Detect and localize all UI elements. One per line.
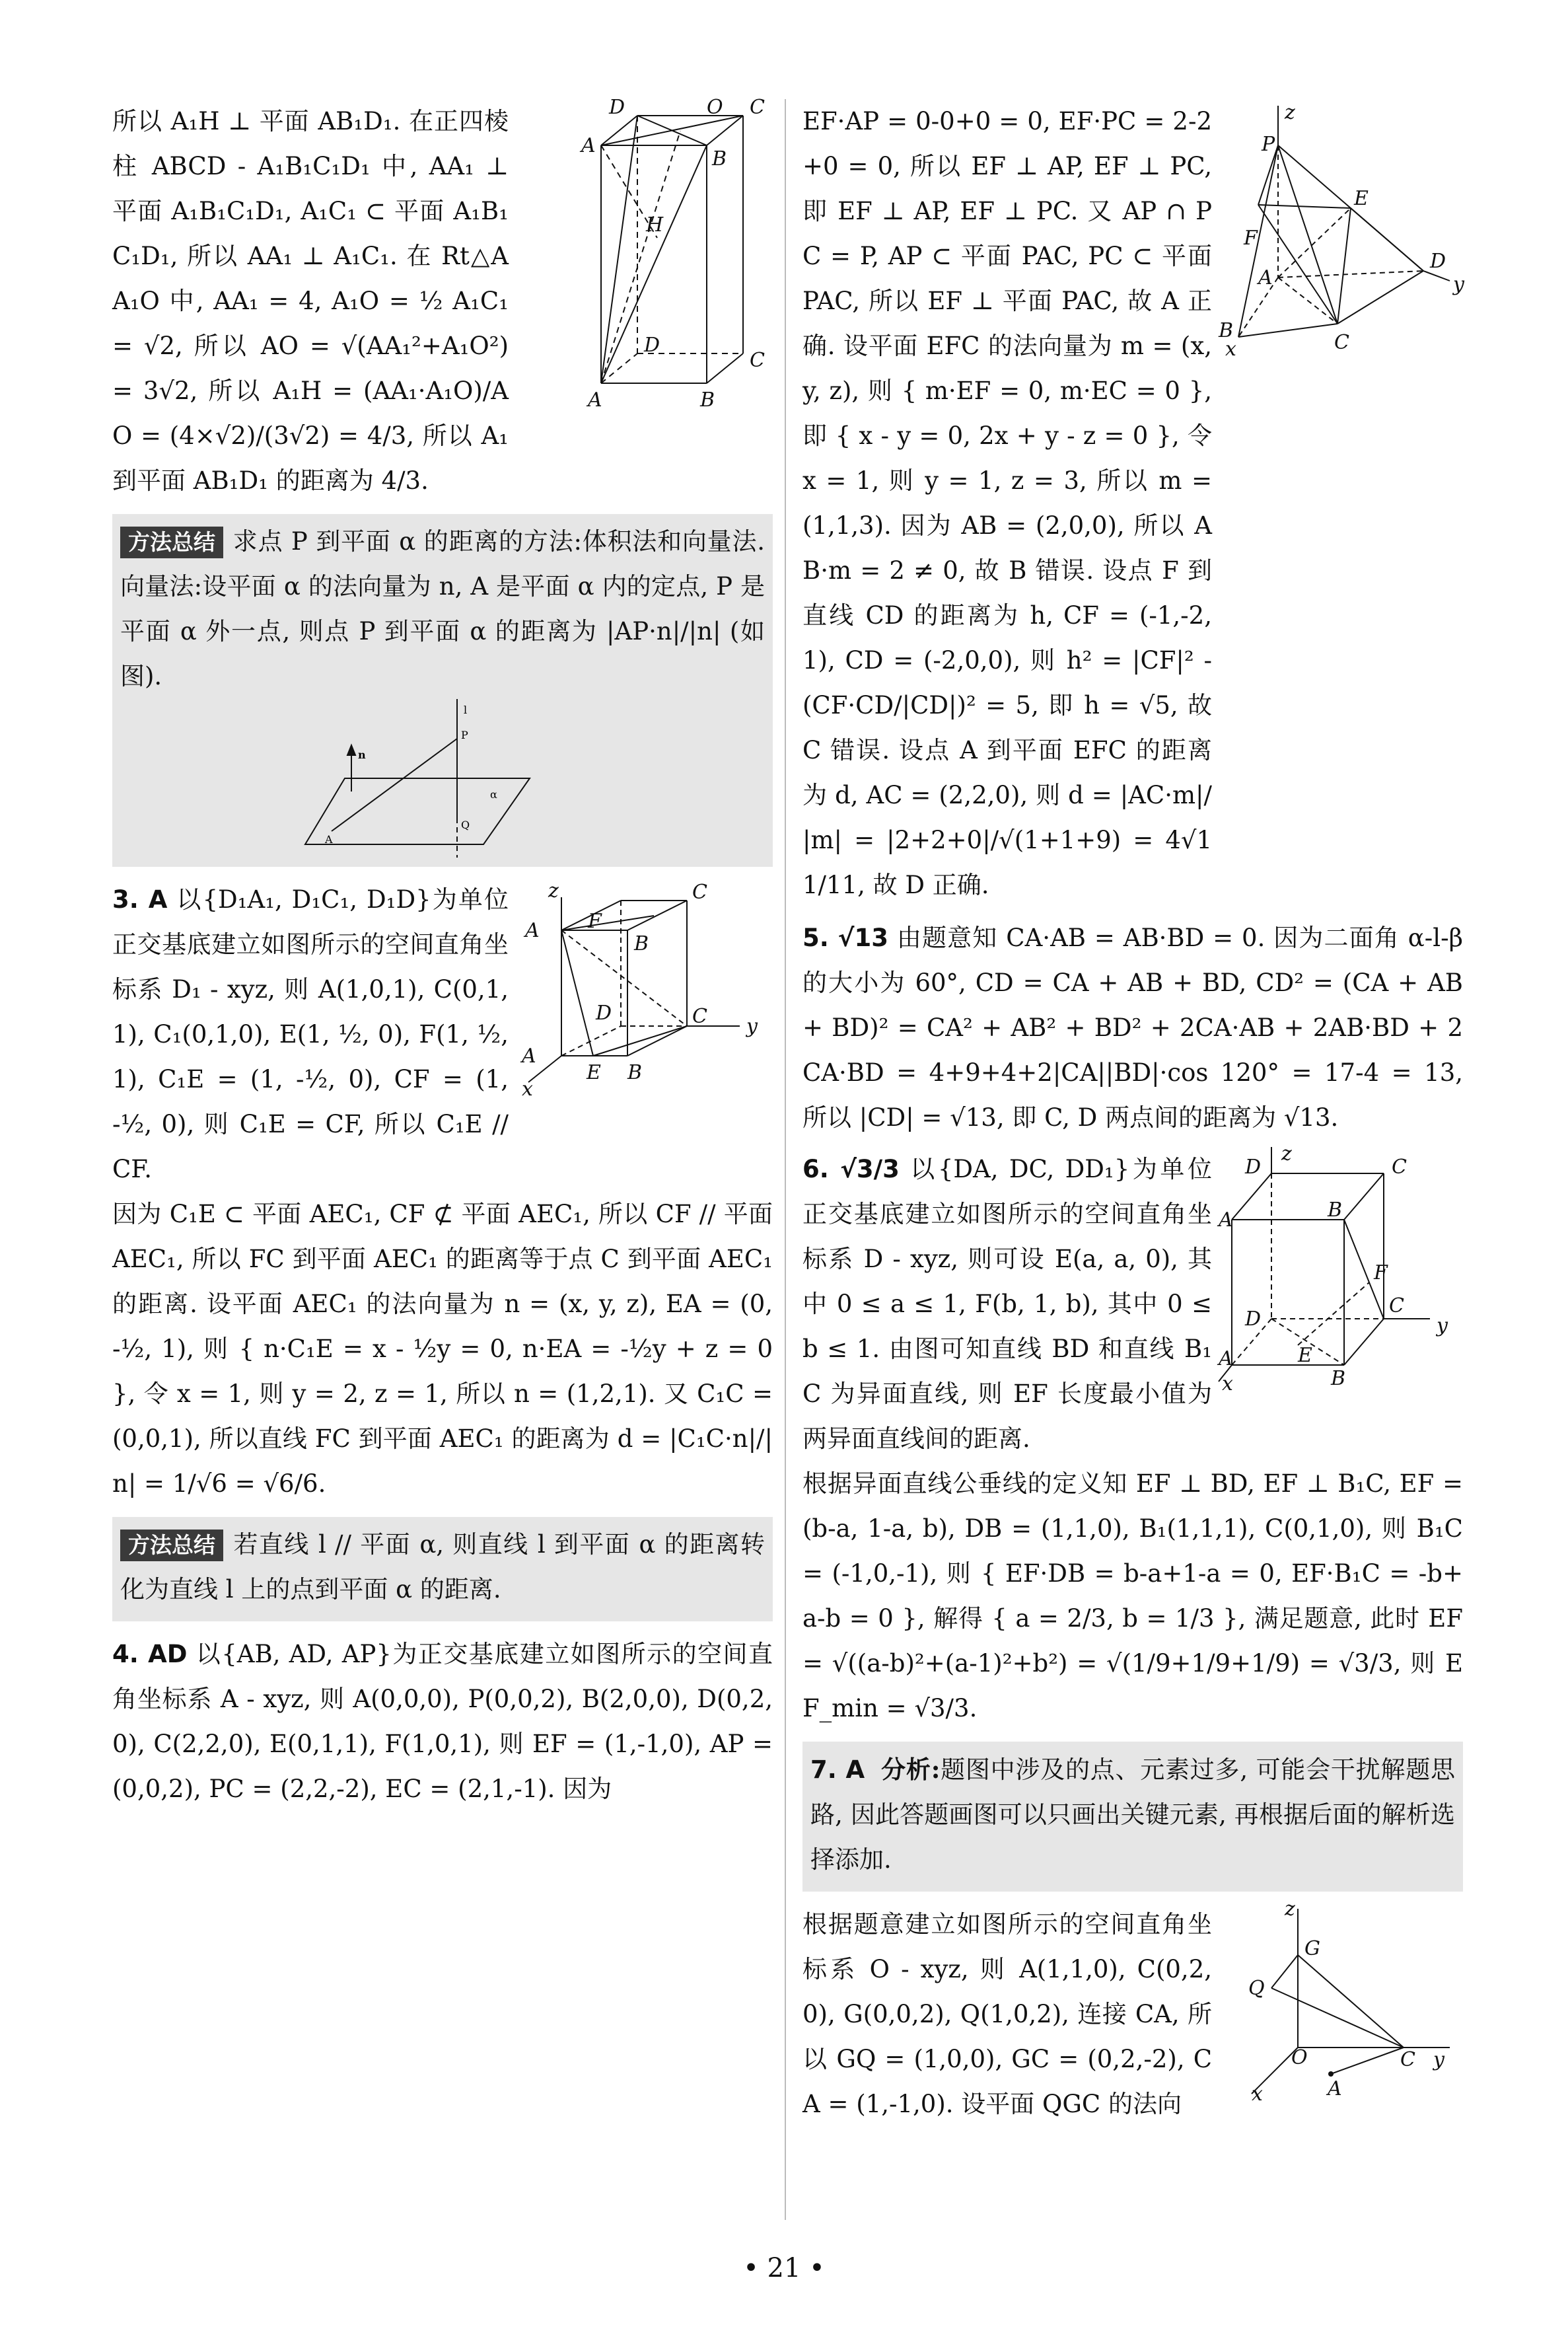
svg-text:C: C: [1334, 331, 1349, 354]
prism-figure: [581, 96, 773, 412]
svg-text:B: B: [1331, 1367, 1346, 1390]
svg-text:A: A: [1258, 266, 1273, 289]
question-3-block: [112, 877, 773, 1192]
svg-text:x: x: [522, 1078, 533, 1101]
question-4-continued: [802, 99, 1463, 908]
method-summary-tag: 方法总结: [120, 1530, 223, 1561]
question-3-paragraph-2: 因为 C₁E ⊂ 平面 AEC₁, CF ⊄ 平面 AEC₁, 所以 CF // 平面 AEC₁, 所以 FC 到平面 AEC₁ 的距离等于点 C 到平面 AEC₁ 的距离. 设平面 AEC₁ 的法向量为 n = (x, y, z), EA = (0, -½, 1), 则 { n·C₁E = x - ½y = 0, n·EA = -½y + z = 0 }, 令 x = 1, 则 y = 2, z = 1, 所以 n = (1,2,1). 又 C₁C = (0,0,1), 所以直线 FC 到平面 AEC₁ 的距离为 d = |C₁C·n|/|n| = 1/√6 = √6/6.: [112, 1200, 773, 1498]
method-summary-text: 求点 P 到平面 α 的距离的方法:体积法和向量法. 向量法:设平面 α 的法向量为 n, A 是平面 α 内的定点, P 是平面 α 外一点, 则点 P 到平面 α 的距离为 |AP·n|/|n| (如图).: [120, 527, 765, 690]
svg-text:C: C: [1400, 2048, 1415, 2071]
cube-figure-q3: [522, 879, 773, 1122]
svg-text:G: G: [1304, 1937, 1320, 1960]
svg-text:A: A: [522, 1045, 536, 1068]
svg-text:x: x: [1252, 2083, 1263, 2106]
cube-figure-q6: [1219, 1142, 1463, 1395]
svg-text:B: B: [627, 1061, 643, 1084]
svg-text:F: F: [1374, 1261, 1388, 1284]
question-7-block: [802, 1898, 1463, 2127]
svg-text:C: C: [692, 1005, 707, 1028]
svg-text:D: D: [1245, 1156, 1262, 1179]
question-3-label: 3. A: [112, 885, 168, 914]
svg-text:D: D: [644, 334, 660, 357]
svg-text:z: z: [1285, 1898, 1295, 1921]
question-4-label: 4. AD: [112, 1640, 188, 1668]
column-divider: [785, 99, 786, 2220]
svg-text:P: P: [461, 729, 468, 741]
question-6-paragraph-2: 根据异面直线公垂线的定义知 EF ⊥ BD, EF ⊥ B₁C, EF = (b-a, 1-a, b), DB = (1,1,0), B₁(1,1,1), C(0,1,0), 则 B₁C = (-1,0,-1), 则 { EF·DB = b-a+1-a = 0, EF·B₁C = -b+a-b = 0 }, 解得 { a = 2/3, b = 1/3 }, 满足题意, 此时 EF = √((a-b)²+(a-1)²+b²) = √(1/9+1/9+1/9) = √3/3, 则 EF_min = √3/3.: [802, 1469, 1463, 1722]
svg-text:z: z: [1281, 1142, 1292, 1165]
svg-text:C: C: [1389, 1294, 1404, 1317]
svg-text:B: B: [700, 388, 715, 412]
svg-text:O: O: [707, 96, 723, 119]
svg-text:C: C: [750, 96, 765, 119]
svg-text:D: D: [596, 1002, 612, 1025]
question-7-analysis: [802, 1742, 1463, 1892]
svg-text:z: z: [548, 879, 559, 903]
svg-text:Q: Q: [461, 819, 470, 831]
svg-text:F: F: [588, 910, 602, 933]
svg-text:A: A: [1328, 2077, 1342, 2100]
question-3-paragraph-1: 3. A 以{D₁A₁, D₁C₁, D₁D}为单位正交基底建立如图所示的空间直角坐标系 D₁ - xyz, 则 A(1,0,1), C(0,1,1), C₁(0,1,0), E(1, ½, 0), F(1, ½, 1), C₁E = (1, -½, 0), CF = (1, -½, 0), 则 C₁E = CF, 所以 C₁E // CF.: [112, 885, 509, 1183]
svg-text:x: x: [1222, 1372, 1233, 1395]
svg-text:A: A: [325, 833, 333, 846]
svg-text:A: A: [525, 919, 540, 942]
method-summary-tag: 方法总结: [120, 527, 223, 558]
svg-text:y: y: [746, 1015, 758, 1038]
prism-block: [112, 96, 773, 503]
svg-text:y: y: [1437, 1314, 1448, 1337]
svg-text:B: B: [712, 147, 727, 170]
svg-text:Q: Q: [1248, 1977, 1265, 2000]
svg-text:y: y: [1433, 2048, 1444, 2071]
svg-text:l: l: [464, 704, 468, 716]
method-summary-text: 若直线 l // 平面 α, 则直线 l 到平面 α 的距离转化为直线 l 上的点到平面 α 的距离.: [120, 1530, 765, 1604]
method-summary-1: [112, 514, 773, 867]
prism-paragraph: 所以 A₁H ⊥ 平面 AB₁D₁. 在正四棱柱 ABCD - A₁B₁C₁D₁ 中, AA₁ ⊥ 平面 A₁B₁C₁D₁, A₁C₁ ⊂ 平面 A₁B₁C₁D₁, 所以 AA₁ ⊥ A₁C₁. 在 Rt△AA₁O 中, AA₁ = 4, A₁O = ½ A₁C₁ = √2, 所以 AO = √(AA₁²+A₁O²) = 3√2, 所以 A₁H = (AA₁·A₁O)/AO = (4×√2)/(3√2) = 4/3, 所以 A₁ 到平面 AB₁D₁ 的距离为 4/3.: [112, 107, 509, 495]
svg-text:y: y: [1453, 273, 1464, 296]
svg-text:C: C: [1392, 1156, 1407, 1179]
left-column: [112, 96, 773, 1812]
right-column: [802, 99, 1463, 2127]
svg-text:H: H: [646, 213, 664, 237]
svg-text:C: C: [692, 881, 707, 904]
plane-figure: [120, 699, 765, 858]
analysis-tag: 分析:: [881, 1755, 941, 1784]
svg-text:E: E: [587, 1061, 601, 1084]
svg-text:E: E: [1354, 187, 1369, 210]
svg-text:F: F: [1244, 227, 1258, 250]
svg-text:A: A: [1219, 1347, 1233, 1370]
svg-text:D: D: [1430, 250, 1446, 273]
svg-text:P: P: [1262, 133, 1275, 156]
axes-figure-q7: [1245, 1898, 1463, 2106]
svg-text:C: C: [750, 349, 765, 372]
question-6-block: [802, 1142, 1463, 1461]
question-4-paragraph-1: 4. AD 以{AB, AD, AP}为正交基底建立如图所示的空间直角坐标系 A - xyz, 则 A(0,0,0), P(0,0,2), B(2,0,0), D(0,2,0), C(2,2,0), E(0,1,1), F(1,0,1), 则 EF = (1,-1,0), AP = (0,0,2), PC = (2,2,-2), EC = (2,1,-1). 因为: [112, 1640, 773, 1803]
svg-text:O: O: [1291, 2046, 1308, 2069]
question-6-paragraph-1: 6. √3/3 以{DA, DC, DD₁}为单位正交基底建立如图所示的空间直角坐标系 D - xyz, 则可设 E(a, a, 0), 其中 0 ≤ a ≤ 1, F(b, 1, b), 其中 0 ≤ b ≤ 1. 由图可知直线 BD 和直线 B₁C 为异面直线, 则 EF 长度最小值为两异面直线间的距离.: [802, 1155, 1212, 1453]
svg-text:B: B: [634, 932, 649, 955]
svg-text:D: D: [609, 96, 625, 119]
question-7-paragraph: 根据题意建立如图所示的空间直角坐标系 O - xyz, 则 A(1,1,0), C(0,2,0), G(0,0,2), Q(1,0,2), 连接 CA, 所以 GQ = (1,0,0), GC = (0,2,-2), CA = (1,-1,0). 设平面 QGC 的法向: [802, 1910, 1212, 2118]
svg-text:B: B: [1219, 319, 1234, 342]
svg-text:A: A: [1219, 1208, 1233, 1232]
svg-text:A: A: [588, 388, 602, 412]
analysis-text: 题图中涉及的点、元素过多, 可能会干扰解题思路, 因此答题画图可以只画出关键元素, 再根据后面的解析选择添加.: [810, 1755, 1455, 1874]
pyramid-figure-q4: [1219, 101, 1464, 361]
question-4-paragraph-2: EF·AP = 0-0+0 = 0, EF·PC = 2-2+0 = 0, 所以 EF ⊥ AP, EF ⊥ PC, 即 EF ⊥ AP, EF ⊥ PC. 又 AP ∩ PC = P, AP ⊂ 平面 PAC, PC ⊂ 平面 PAC, 所以 EF ⊥ 平面 PAC, 故 A 正确. 设平面 EFC 的法向量为 m = (x, y, z), 则 { m·EF = 0, m·EC = 0 }, 即 { x - y = 0, 2x + y - z = 0 }, 令 x = 1, 则 y = 1, z = 3, 所以 m = (1,1,3). 因为 AB = (2,0,0), 所以 AB·m = 2 ≠ 0, 故 B 错误. 设点 F 到直线 CD 的距离为 h, CF = (-1,-2,1), CD = (-2,0,0), 则 h² = |CF|² - (CF·CD/|CD|)² = 5, 即 h = √5, 故 C 错误. 设点 A 到平面 EFC 的距离为 d, AC = (2,2,0), 则 d = |AC·m|/|m| = |2+2+0|/√(1+1+9) = 4√11/11, 故 D 正确.: [802, 107, 1212, 899]
svg-text:n: n: [358, 749, 366, 761]
question-5-paragraph: 5. √13 由题意知 CA·AB = AB·BD = 0. 因为二面角 α-l-β 的大小为 60°, CD = CA + AB + BD, CD² = (CA + AB + BD)² = CA² + AB² + BD² + 2CA·AB + 2AB·BD + 2CA·BD = 4+9+4+2|CA||BD|·cos 120° = 17-4 = 13, 所以 |CD| = √13, 即 C, D 两点间的距离为 √13.: [802, 924, 1463, 1132]
svg-text:D: D: [1245, 1308, 1262, 1331]
svg-text:z: z: [1285, 101, 1295, 124]
question-7-label: 7. A: [810, 1755, 865, 1784]
svg-text:α: α: [490, 788, 497, 801]
question-5-label: 5. √13: [802, 924, 888, 952]
svg-text:E: E: [1298, 1344, 1312, 1367]
page-number: • 21 •: [743, 2253, 825, 2283]
question-6-label: 6. √3/3: [802, 1155, 900, 1183]
method-summary-2: [112, 1517, 773, 1621]
svg-text:B: B: [1328, 1199, 1343, 1222]
svg-text:A: A: [581, 134, 596, 157]
svg-text:x: x: [1225, 338, 1236, 361]
